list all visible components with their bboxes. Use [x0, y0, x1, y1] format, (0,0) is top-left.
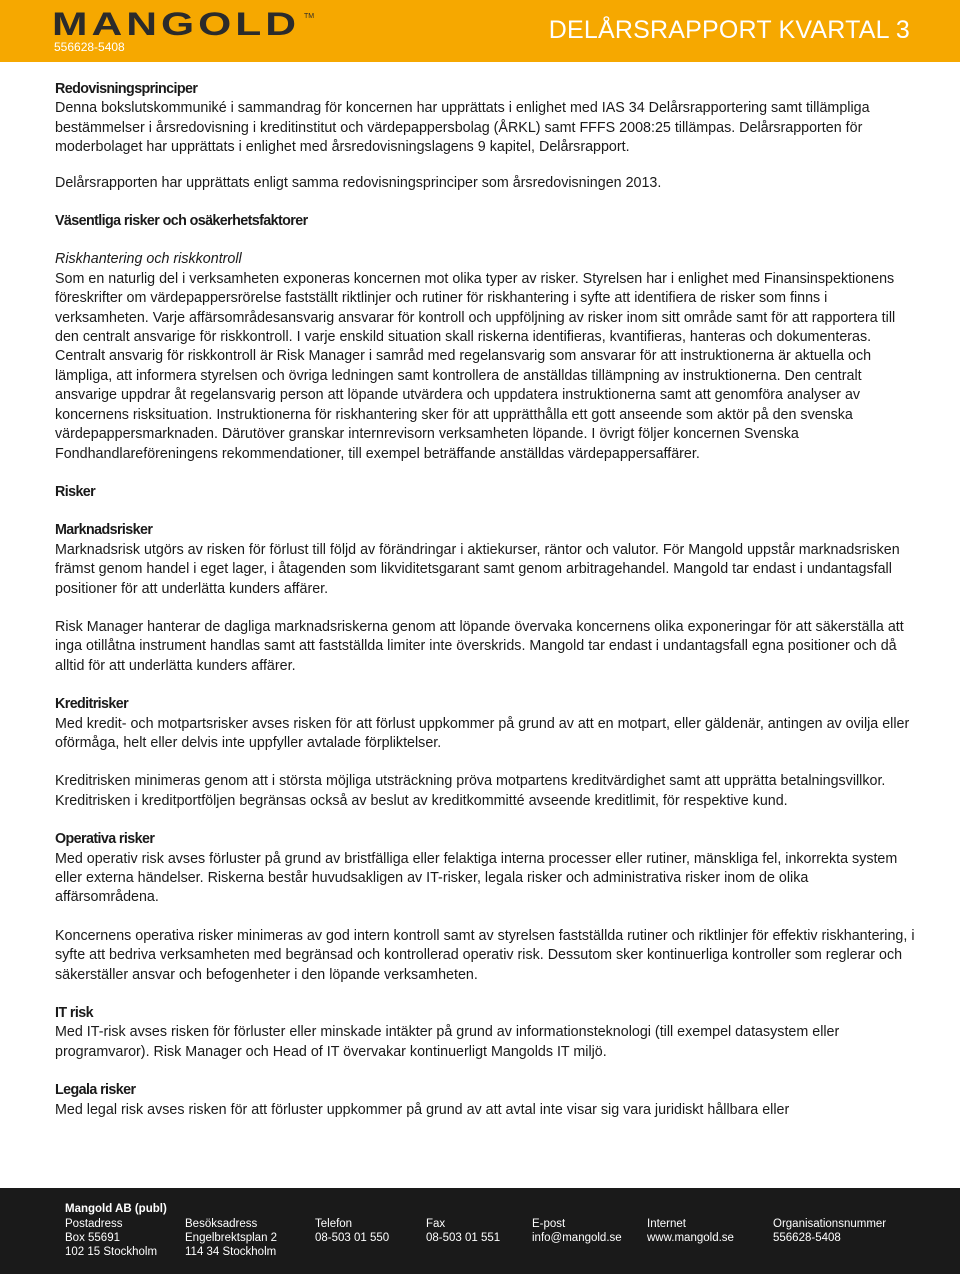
subheading-riskhantering: Riskhantering och riskkontroll [55, 251, 242, 268]
page-footer [0, 1188, 960, 1274]
paragraph: Kreditrisken minimeras genom att i största möjliga utsträckning pröva motpartens kreditvärdighet samt att upprätta betalningsvillkor. Kreditrisken i kreditportföljen begränsas också av beslut av kreditkommitté avseende kreditlimit, för respektive kund. [55, 773, 886, 809]
footer-value: 08-503 01 550 [315, 1232, 390, 1244]
paragraph: Som en naturlig del i verksamheten exponeras koncernen mot olika typer av risker. Styrelsen har i enlighet med Finansinspektionens föreskrifter om värdepappersrörelse fastställt riktlinjer och rutiner för riskhantering i syfte att identifiera de risker som finns i verksamheten. Varje affärsområdesansvarig ansvarar för kontroll och uppföljning av risker inom sitt område samt för att rapportera till den centralt ansvarige för riskkontroll. I varje enskild situation skall riskerna identifieras, kvantifieras, hanteras och dokumenteras. Centralt ansvarig för riskkontroll är Risk Manager i samråd med regelansvarig som ansvarar för att instruktionerna är aktuella och lämpliga, att informera styrelsen och övriga ledningen samt kontrollera de anställdas tillämpning av instruktionerna. Den centralt ansvarige uppdrar åt regelansvarig person att löpande utvärdera och uppdatera instruktionerna samt att genomföra analyser av koncernens risksituation. Instruktionerna för riskhantering sker för att upprätthålla ett gott anseende som aktör på den svenska värdepappersmarknaden. Därutöver granskar internrevisorn verksamheten löpande. I övrigt följer koncernen Svenska Fondhandlareföreningens rekommendationer, till exempel beträffande anställdas värdepappersaffärer. [55, 270, 896, 462]
header-org-number: 556628-5408 [54, 40, 125, 54]
logo-trademark: TM [304, 13, 315, 20]
footer-label: Telefon [315, 1218, 353, 1230]
footer-organisationsnummer [773, 1217, 886, 1245]
heading-vasentliga-risker: Väsentliga risker och osäkerhetsfaktorer [55, 213, 308, 230]
footer-telefon [315, 1217, 389, 1245]
footer-email-link[interactable]: info@mangold.se [532, 1232, 622, 1244]
footer-value: 556628-5408 [773, 1232, 841, 1244]
footer-label: Besöksadress [185, 1218, 258, 1230]
footer-besoksadress [185, 1217, 277, 1259]
footer-value: Box 55691 [65, 1232, 120, 1244]
footer-label: Internet [647, 1218, 686, 1230]
heading-legala-risker: Legala risker [55, 1082, 136, 1099]
footer-label: Postadress [65, 1218, 123, 1230]
footer-value: Engelbrektsplan 2 [185, 1232, 278, 1244]
document-title: DELÅRSRAPPORT KVARTAL 3 [548, 16, 910, 44]
logo-wordmark: MANGOLD [52, 6, 300, 42]
footer-website-link[interactable]: www.mangold.se [647, 1232, 734, 1244]
heading-marknadsrisker: Marknadsrisker [55, 522, 153, 539]
footer-value: 114 34 Stockholm [185, 1246, 277, 1258]
paragraph: Med legal risk avses risken för att förluster uppkommer på grund av att avtal inte visar sig vara juridiskt hållbara eller [55, 1101, 790, 1118]
footer-epost [532, 1217, 622, 1245]
footer-label: Organisationsnummer [773, 1218, 887, 1230]
footer-value: 102 15 Stockholm [65, 1246, 158, 1258]
report-body [55, 80, 915, 1120]
footer-company-name: Mangold AB (publ) [65, 1203, 167, 1215]
heading-risker: Risker [55, 483, 96, 500]
footer-internet [647, 1217, 734, 1245]
heading-redovisningsprinciper: Redovisningsprinciper [55, 81, 198, 97]
footer-value: 08-503 01 551 [426, 1232, 501, 1244]
footer-label: Fax [426, 1218, 446, 1230]
paragraph: Med operativ risk avses förluster på grund av bristfälliga eller felaktiga interna processer eller rutiner, mänskliga fel, inkorrekta system eller externa händelser. Riskerna består huvudsakligen av IT-risker, legala risker och administrativa risker inom de olika affärsområdena. [55, 850, 898, 906]
paragraph: Risk Manager hanterar de dagliga marknadsriskerna genom att löpande övervaka koncernens olika exponeringar för att säkerställa att inga otillåtna instrument handlas samt att fastställda limiter inte överskrids. Mangold tar endast i undantagsfall egna positioner och då alltid för att underlätta kunders affärer. [55, 618, 904, 674]
heading-it-risk: IT risk [55, 1005, 93, 1022]
paragraph: Delårsrapporten har upprättats enligt samma redovisningsprinciper som årsredovisningen 2013. [55, 174, 662, 191]
heading-operativa-risker: Operativa risker [55, 831, 155, 848]
paragraph: Marknadsrisk utgörs av risken för förlust till följd av förändringar i aktiekurser, räntor och valutor. För Mangold uppstår marknadsrisken främst genom handel i eget lager, i åtagenden som likviditetsgarant samt genom arbitragehandel. Mangold tar endast i undantagsfall positioner för att underlätta kunders affärer. [55, 541, 900, 597]
paragraph: Med kredit- och motpartsrisker avses risken för att förlust uppkommer på grund av att en motpart, eller gäldenär, antingen av ovilja eller oförmåga, helt eller delvis inte uppfyller avtalade förpliktelser. [55, 715, 910, 751]
footer-label: E-post [532, 1218, 566, 1230]
page-header [0, 0, 960, 62]
footer-fax [426, 1217, 500, 1245]
paragraph: Koncernens operativa risker minimeras av god intern kontroll samt av styrelsen fastställda rutiner och riktlinjer för effektiv riskhantering, i syfte att bedriva verksamheten med begränsad och kontrollerad operativ risk. Dessutom sker kontinuerliga kontroller som reglerar och säkerställer ansvar och befogenheter i den löpande verksamheten. [55, 927, 915, 983]
heading-kreditrisker: Kreditrisker [55, 696, 129, 713]
paragraph: Med IT-risk avses risken för förluster eller minskade intäkter på grund av informationsteknologi (till exempel datasystem eller programvaror). Risk Manager och Head of IT övervakar kontinuerligt Mangolds IT miljö. [55, 1024, 840, 1060]
footer-postadress [65, 1217, 157, 1259]
paragraph: Denna bokslutskommuniké i sammandrag för koncernen har upprättats i enlighet med IAS 34 Delårsrapportering samt tillämpliga bestämmelser i årsredovisning i kreditinstitut och värdepappersbolag (ÅRKL) samt FFFS 2008:25 tillämpas. Delårsrapporten för moderbolaget har upprättats i enlighet med årsredovisningslagens 9 kapitel, Delårsrapport. [55, 100, 870, 156]
